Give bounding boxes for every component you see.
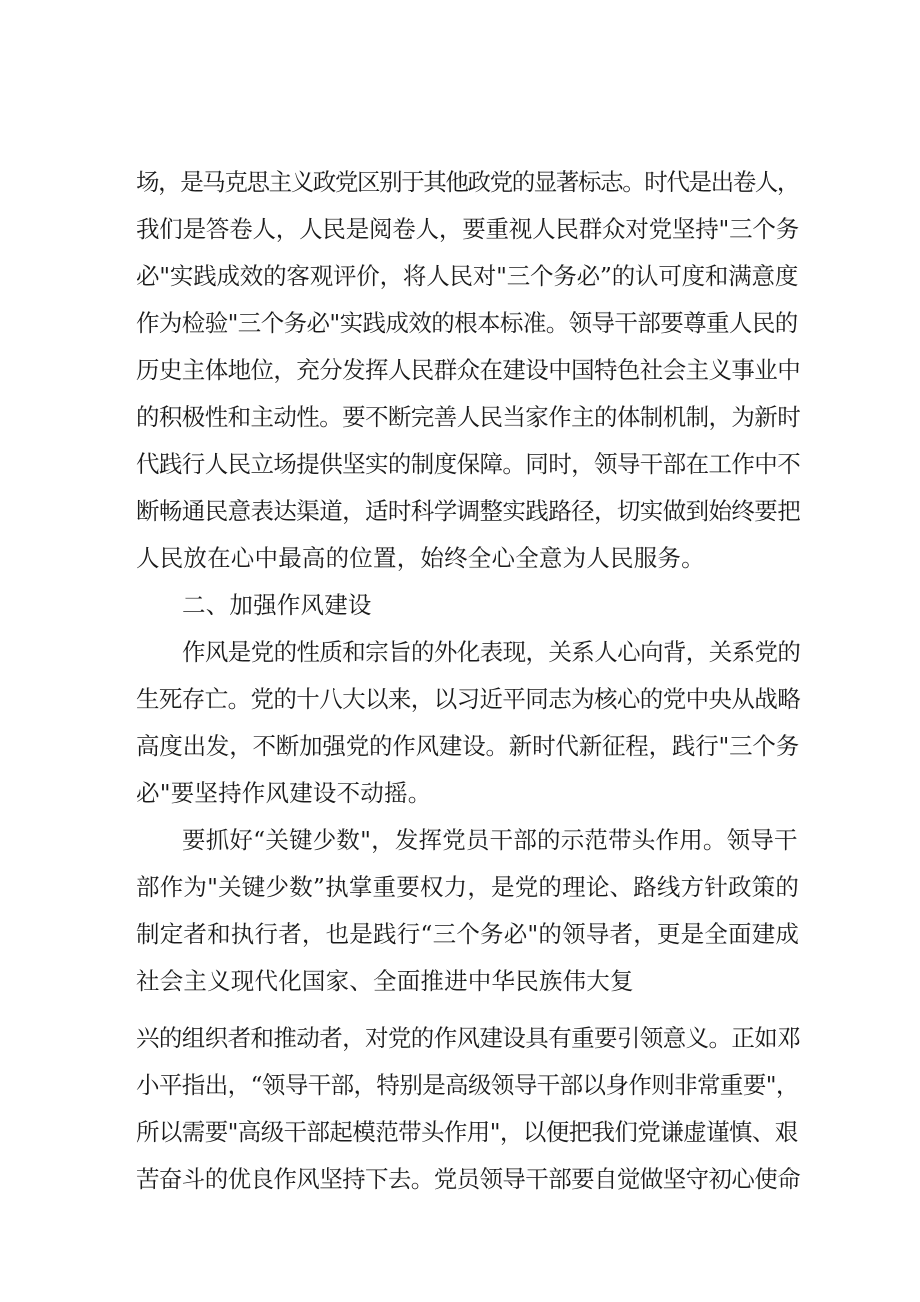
paragraph-2-line-3: 高度出发，不断加强党的作风建设。新时代新征程，践行"三个务: [136, 732, 800, 760]
paragraph-1-line-4: 作为检验"三个务必"实践成效的根本标准。领导干部要尊重人民的: [136, 309, 798, 337]
paragraph-3-line-4: 社会主义现代化国家、全面推进中华民族伟大复: [136, 967, 634, 995]
paragraph-1-line-5: 历史主体地位，充分发挥人民群众在建设中国特色社会主义事业中: [136, 356, 801, 384]
paragraph-1-line-3: 必"实践成效的客观评价，将人民对"三个务必”的认可度和满意度: [136, 262, 799, 290]
paragraph-4-line-1: 兴的组织者和推动者，对党的作风建设具有重要引领意义。正如邓: [136, 1024, 801, 1052]
paragraph-3-line-2: 部作为"关键少数”执掌重要权力，是党的理论、路线方针政策的: [136, 873, 800, 901]
paragraph-4-line-4: 苦奋斗的优良作风坚持下去。党员领导干部要自觉做坚守初心使命: [136, 1165, 801, 1193]
section-heading: 二、加强作风建设: [182, 591, 372, 619]
paragraph-1-line-8: 断畅通民意表达渠道，适时科学调整实践路径，切实做到始终要把: [136, 497, 801, 525]
paragraph-3-line-3: 制定者和执行者，也是践行“三个务必"的领导者，更是全面建成: [136, 920, 800, 948]
paragraph-1-line-9: 人民放在心中最高的位置，始终全心全意为人民服务。: [136, 544, 705, 572]
paragraph-1-line-6: 的积极性和主动性。要不断完善人民当家作主的体制机制，为新时: [136, 403, 801, 431]
paragraph-1-line-7: 代践行人民立场提供坚实的制度保障。同时，领导干部在工作中不: [136, 450, 801, 478]
paragraph-1-line-2: 我们是答卷人，人民是阅卷人，要重视人民群众对党坚持"三个务: [136, 215, 800, 243]
paragraph-1-line-1: 场，是马克思主义政党区别于其他政党的显著标志。时代是出卷人，: [136, 168, 799, 196]
paragraph-2-line-4: 必"要坚持作风建设不动摇。: [136, 779, 432, 807]
paragraph-4-line-3: 所以需要"高级干部起模范带头作用"，以便把我们党谦虚谨慎、艰: [136, 1118, 798, 1146]
paragraph-4-line-2: 小平指出，“领导干部，特别是高级领导干部以身作则非常重要"，: [136, 1071, 799, 1099]
paragraph-3-line-1: 要抓好“关键少数"，发挥党员干部的示范带头作用。领导干: [182, 826, 798, 854]
paragraph-2-line-2: 生死存亡。党的十八大以来，以习近平同志为核心的党中央从战略: [136, 685, 801, 713]
paragraph-2-line-1: 作风是党的性质和宗旨的外化表现，关系人心向背，关系党的: [182, 638, 801, 666]
